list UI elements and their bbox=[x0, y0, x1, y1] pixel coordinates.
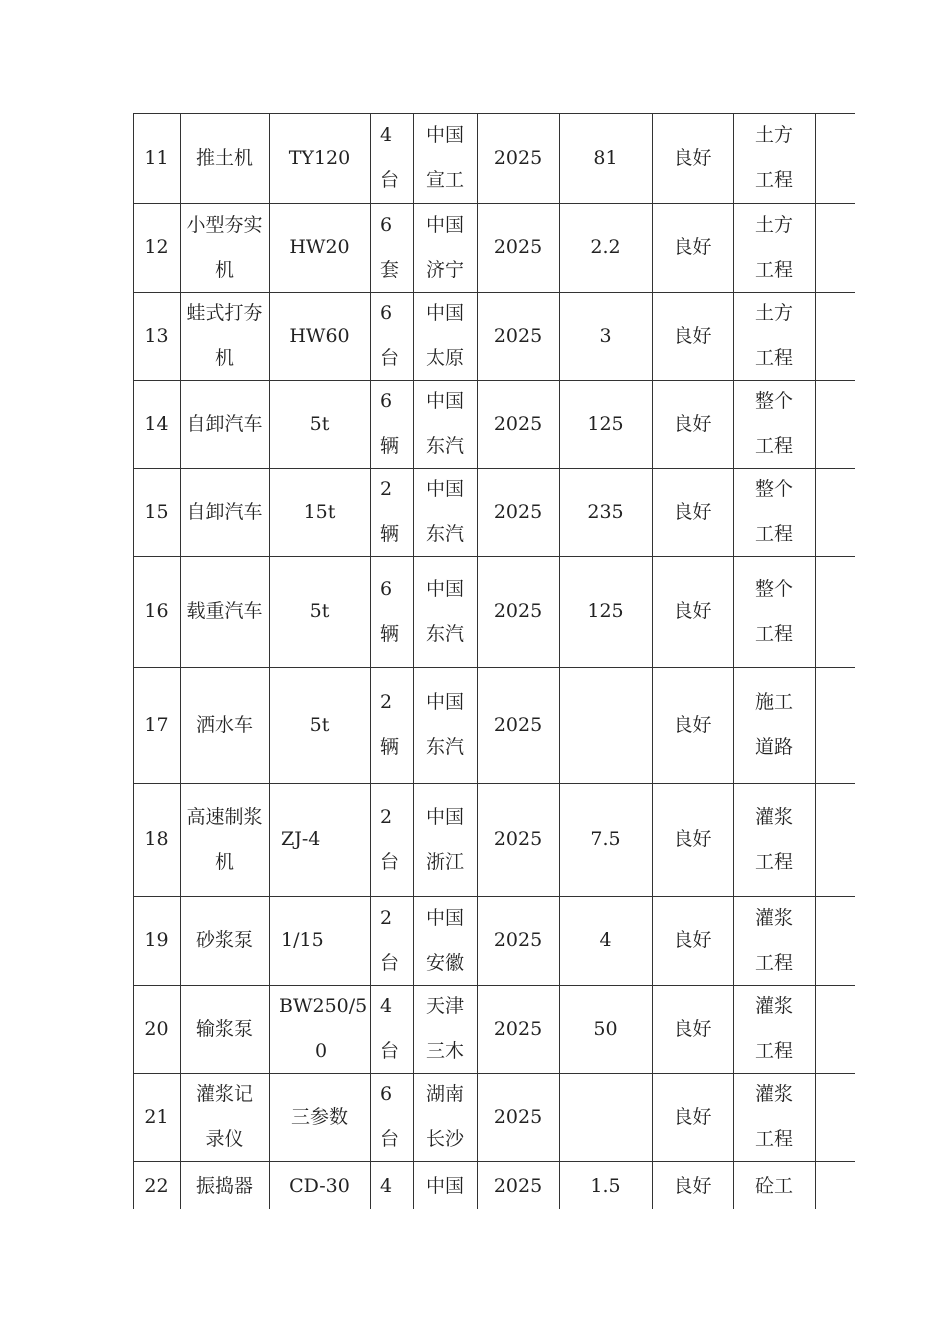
model-cell bbox=[269, 203, 370, 292]
year-cell bbox=[477, 783, 559, 896]
remarks-cell bbox=[815, 783, 855, 896]
quantity-text: 6 bbox=[380, 213, 393, 236]
model-text: 15t bbox=[303, 500, 336, 523]
quantity-cell bbox=[370, 292, 413, 380]
model-cell bbox=[269, 380, 370, 468]
row-number-text: 17 bbox=[144, 713, 169, 736]
row-number-cell bbox=[133, 1161, 180, 1209]
usage-cell bbox=[733, 113, 815, 203]
status-cell bbox=[652, 380, 733, 468]
power-text: 4 bbox=[599, 929, 612, 951]
row-number-text: 19 bbox=[144, 929, 169, 951]
model-cell bbox=[269, 1161, 370, 1209]
year-cell bbox=[477, 556, 559, 667]
power-text: 81 bbox=[593, 146, 618, 169]
origin-cell bbox=[413, 292, 477, 380]
status-cell bbox=[652, 667, 733, 783]
quantity-cell bbox=[370, 896, 413, 985]
year-cell bbox=[477, 113, 559, 203]
year-cell bbox=[477, 292, 559, 380]
quantity-text: 辆 bbox=[380, 523, 400, 545]
quantity-text: 2 bbox=[380, 906, 393, 929]
usage-text: 工程 bbox=[754, 622, 793, 645]
origin-text: 中国 bbox=[425, 691, 464, 713]
origin-text: 东汽 bbox=[425, 523, 464, 545]
model-text: 5t bbox=[309, 412, 330, 435]
usage-text: 工程 bbox=[754, 1128, 793, 1150]
row-number-text: 12 bbox=[144, 236, 169, 258]
equipment-name-cell bbox=[180, 985, 269, 1073]
usage-text: 工程 bbox=[754, 169, 793, 191]
origin-cell bbox=[413, 896, 477, 985]
row-number-text: 11 bbox=[144, 146, 169, 169]
status-text: 良好 bbox=[673, 146, 712, 169]
year-cell bbox=[477, 1073, 559, 1161]
usage-text: 道路 bbox=[754, 736, 793, 758]
row-number-text: 20 bbox=[144, 1017, 169, 1040]
status-text: 良好 bbox=[673, 1017, 712, 1040]
origin-text: 湖南 bbox=[425, 1083, 464, 1105]
status-text: 良好 bbox=[673, 500, 712, 523]
power-cell bbox=[559, 783, 652, 896]
row-number-cell bbox=[133, 896, 180, 985]
equipment-name-text: 机 bbox=[214, 850, 234, 873]
row-number-text: 21 bbox=[144, 1105, 169, 1128]
row-number-cell bbox=[133, 667, 180, 783]
origin-text: 中国 bbox=[425, 1175, 464, 1197]
quantity-text: 2 bbox=[380, 691, 393, 713]
status-text: 良好 bbox=[673, 828, 712, 850]
origin-text: 宣工 bbox=[425, 169, 464, 191]
quantity-text: 台 bbox=[380, 1040, 400, 1062]
usage-cell bbox=[733, 468, 815, 556]
quantity-text: 2 bbox=[380, 478, 393, 500]
quantity-cell bbox=[370, 113, 413, 203]
origin-text: 中国 bbox=[425, 805, 464, 828]
model-cell bbox=[269, 783, 370, 896]
usage-cell bbox=[733, 667, 815, 783]
row-number-cell bbox=[133, 783, 180, 896]
quantity-text: 6 bbox=[380, 390, 393, 412]
year-text: 2025 bbox=[493, 1017, 543, 1040]
equipment-name-cell bbox=[180, 113, 269, 203]
quantity-cell bbox=[370, 783, 413, 896]
origin-text: 中国 bbox=[425, 478, 464, 500]
model-cell bbox=[269, 113, 370, 203]
origin-text: 东汽 bbox=[425, 622, 464, 645]
usage-cell bbox=[733, 1161, 815, 1209]
usage-cell bbox=[733, 1073, 815, 1161]
model-text: 0 bbox=[315, 1040, 328, 1062]
origin-text: 中国 bbox=[425, 577, 464, 600]
quantity-cell bbox=[370, 985, 413, 1073]
equipment-name-text: 机 bbox=[214, 347, 234, 369]
remarks-cell bbox=[815, 380, 855, 468]
quantity-text: 套 bbox=[380, 258, 400, 281]
power-cell bbox=[559, 468, 652, 556]
power-cell bbox=[559, 556, 652, 667]
model-text: ZJ-4 bbox=[281, 828, 321, 850]
power-cell bbox=[559, 1161, 652, 1209]
status-cell bbox=[652, 896, 733, 985]
power-text: 7.5 bbox=[590, 828, 621, 850]
equipment-name-text: 输浆泵 bbox=[195, 1017, 253, 1040]
usage-text: 灌浆 bbox=[754, 906, 793, 929]
origin-text: 济宁 bbox=[425, 258, 464, 281]
power-text: 50 bbox=[593, 1017, 618, 1040]
equipment-name-text: 机 bbox=[214, 258, 234, 281]
model-text: 三参数 bbox=[290, 1105, 348, 1128]
status-text: 良好 bbox=[673, 236, 712, 258]
model-cell bbox=[269, 985, 370, 1073]
year-cell bbox=[477, 896, 559, 985]
remarks-cell bbox=[815, 556, 855, 667]
quantity-text: 4 bbox=[380, 995, 393, 1017]
status-cell bbox=[652, 1161, 733, 1209]
equipment-name-text: 高速制浆 bbox=[186, 805, 263, 828]
usage-text: 工程 bbox=[754, 347, 793, 369]
equipment-table bbox=[133, 113, 855, 1209]
origin-text: 中国 bbox=[425, 906, 464, 929]
origin-cell bbox=[413, 667, 477, 783]
quantity-text: 台 bbox=[380, 1128, 400, 1150]
origin-text: 中国 bbox=[425, 213, 464, 236]
quantity-text: 4 bbox=[380, 124, 393, 146]
remarks-cell bbox=[815, 468, 855, 556]
row-number-text: 15 bbox=[144, 500, 169, 523]
model-cell bbox=[269, 667, 370, 783]
equipment-name-cell bbox=[180, 1161, 269, 1209]
row-number-text: 22 bbox=[144, 1175, 169, 1197]
quantity-cell bbox=[370, 203, 413, 292]
quantity-text: 辆 bbox=[380, 435, 400, 457]
equipment-name-text: 灌浆记 bbox=[195, 1083, 253, 1105]
origin-cell bbox=[413, 985, 477, 1073]
usage-cell bbox=[733, 783, 815, 896]
usage-text: 工程 bbox=[754, 258, 793, 281]
remarks-cell bbox=[815, 203, 855, 292]
status-cell bbox=[652, 556, 733, 667]
status-cell bbox=[652, 985, 733, 1073]
year-text: 2025 bbox=[493, 600, 543, 622]
remarks-cell bbox=[815, 1073, 855, 1161]
quantity-cell bbox=[370, 1161, 413, 1209]
power-cell bbox=[559, 380, 652, 468]
power-cell bbox=[559, 292, 652, 380]
usage-text: 工程 bbox=[754, 951, 793, 974]
quantity-text: 6 bbox=[380, 1083, 393, 1105]
origin-cell bbox=[413, 556, 477, 667]
equipment-name-cell bbox=[180, 380, 269, 468]
status-text: 良好 bbox=[673, 1175, 712, 1197]
status-cell bbox=[652, 1073, 733, 1161]
equipment-name-cell bbox=[180, 1073, 269, 1161]
origin-cell bbox=[413, 1161, 477, 1209]
origin-text: 东汽 bbox=[425, 736, 464, 758]
year-text: 2025 bbox=[493, 146, 543, 169]
usage-cell bbox=[733, 985, 815, 1073]
power-cell bbox=[559, 1073, 652, 1161]
model-cell bbox=[269, 292, 370, 380]
power-text: 3 bbox=[599, 324, 612, 347]
status-text: 良好 bbox=[673, 713, 712, 736]
row-number-cell bbox=[133, 556, 180, 667]
status-cell bbox=[652, 292, 733, 380]
model-cell bbox=[269, 1073, 370, 1161]
origin-text: 东汽 bbox=[425, 435, 464, 457]
model-text: CD-30 bbox=[289, 1175, 350, 1197]
usage-text: 工程 bbox=[754, 850, 793, 873]
quantity-cell bbox=[370, 380, 413, 468]
usage-text: 工程 bbox=[754, 435, 793, 457]
usage-text: 土方 bbox=[754, 213, 793, 236]
usage-text: 整个 bbox=[754, 478, 793, 500]
usage-cell bbox=[733, 380, 815, 468]
origin-text: 中国 bbox=[425, 124, 464, 146]
equipment-name-cell bbox=[180, 292, 269, 380]
model-cell bbox=[269, 896, 370, 985]
equipment-name-text: 自卸汽车 bbox=[186, 412, 263, 435]
row-number-cell bbox=[133, 113, 180, 203]
power-cell bbox=[559, 985, 652, 1073]
year-cell bbox=[477, 667, 559, 783]
equipment-name-cell bbox=[180, 896, 269, 985]
equipment-name-text: 推土机 bbox=[195, 146, 253, 169]
model-text: 1/15 bbox=[281, 929, 324, 951]
remarks-cell bbox=[815, 1161, 855, 1209]
model-text: 5t bbox=[309, 600, 330, 622]
model-cell bbox=[269, 468, 370, 556]
model-text: 5t bbox=[309, 713, 330, 736]
row-number-cell bbox=[133, 1073, 180, 1161]
origin-text: 长沙 bbox=[425, 1128, 464, 1150]
row-number-cell bbox=[133, 985, 180, 1073]
year-text: 2025 bbox=[493, 713, 543, 736]
equipment-name-text: 振捣器 bbox=[195, 1175, 253, 1197]
year-cell bbox=[477, 380, 559, 468]
model-text: HW60 bbox=[289, 324, 350, 347]
quantity-text: 辆 bbox=[380, 736, 400, 758]
equipment-name-cell bbox=[180, 667, 269, 783]
year-text: 2025 bbox=[493, 500, 543, 523]
remarks-cell bbox=[815, 292, 855, 380]
status-text: 良好 bbox=[673, 929, 712, 951]
model-text: BW250/5 bbox=[279, 995, 368, 1017]
origin-text: 浙江 bbox=[425, 850, 464, 873]
status-text: 良好 bbox=[673, 324, 712, 347]
equipment-name-text: 蛙式打夯 bbox=[186, 302, 263, 324]
usage-text: 工程 bbox=[754, 1040, 793, 1062]
quantity-text: 台 bbox=[380, 347, 400, 369]
origin-cell bbox=[413, 380, 477, 468]
power-text: 125 bbox=[587, 600, 624, 622]
model-cell bbox=[269, 556, 370, 667]
year-text: 2025 bbox=[493, 412, 543, 435]
equipment-name-text: 洒水车 bbox=[195, 713, 253, 736]
usage-text: 灌浆 bbox=[754, 995, 793, 1017]
quantity-text: 台 bbox=[380, 951, 400, 974]
origin-text: 天津 bbox=[425, 995, 464, 1017]
row-number-cell bbox=[133, 203, 180, 292]
model-text: TY120 bbox=[288, 146, 351, 169]
status-text: 良好 bbox=[673, 412, 712, 435]
year-text: 2025 bbox=[493, 324, 543, 347]
equipment-name-text: 小型夯实 bbox=[186, 213, 263, 236]
origin-text: 中国 bbox=[425, 390, 464, 412]
power-text: 235 bbox=[587, 500, 624, 523]
year-text: 2025 bbox=[493, 1105, 543, 1128]
usage-text: 砼工 bbox=[754, 1175, 793, 1197]
status-cell bbox=[652, 783, 733, 896]
equipment-name-text: 自卸汽车 bbox=[186, 500, 263, 523]
year-text: 2025 bbox=[493, 236, 543, 258]
year-text: 2025 bbox=[493, 929, 543, 951]
quantity-cell bbox=[370, 667, 413, 783]
usage-cell bbox=[733, 896, 815, 985]
usage-text: 土方 bbox=[754, 302, 793, 324]
status-cell bbox=[652, 203, 733, 292]
origin-text: 太原 bbox=[425, 347, 464, 369]
power-text: 125 bbox=[587, 412, 624, 435]
remarks-cell bbox=[815, 896, 855, 985]
row-number-text: 14 bbox=[144, 412, 169, 435]
quantity-cell bbox=[370, 468, 413, 556]
quantity-cell bbox=[370, 1073, 413, 1161]
row-number-cell bbox=[133, 380, 180, 468]
equipment-name-cell bbox=[180, 556, 269, 667]
origin-cell bbox=[413, 1073, 477, 1161]
year-cell bbox=[477, 985, 559, 1073]
usage-text: 整个 bbox=[754, 390, 793, 412]
equipment-name-cell bbox=[180, 783, 269, 896]
origin-text: 三木 bbox=[425, 1040, 464, 1062]
status-cell bbox=[652, 113, 733, 203]
row-number-cell bbox=[133, 468, 180, 556]
equipment-name-cell bbox=[180, 468, 269, 556]
power-text: 2.2 bbox=[590, 236, 621, 258]
year-cell bbox=[477, 468, 559, 556]
quantity-text: 辆 bbox=[380, 622, 400, 645]
origin-cell bbox=[413, 783, 477, 896]
year-text: 2025 bbox=[493, 1175, 543, 1197]
row-number-text: 13 bbox=[144, 324, 169, 347]
row-number-cell bbox=[133, 292, 180, 380]
remarks-cell bbox=[815, 985, 855, 1073]
remarks-cell bbox=[815, 113, 855, 203]
quantity-text: 4 bbox=[380, 1175, 393, 1197]
power-cell bbox=[559, 113, 652, 203]
status-cell bbox=[652, 468, 733, 556]
model-text: HW20 bbox=[289, 236, 350, 258]
origin-text: 中国 bbox=[425, 302, 464, 324]
equipment-name-cell bbox=[180, 203, 269, 292]
status-text: 良好 bbox=[673, 600, 712, 622]
quantity-text: 6 bbox=[380, 577, 393, 600]
equipment-name-text: 载重汽车 bbox=[186, 600, 263, 622]
quantity-text: 台 bbox=[380, 169, 400, 191]
origin-text: 安徽 bbox=[425, 951, 464, 974]
origin-cell bbox=[413, 468, 477, 556]
power-cell bbox=[559, 203, 652, 292]
usage-text: 施工 bbox=[754, 691, 793, 713]
usage-cell bbox=[733, 203, 815, 292]
quantity-cell bbox=[370, 556, 413, 667]
row-number-text: 18 bbox=[144, 828, 169, 850]
origin-cell bbox=[413, 203, 477, 292]
remarks-cell bbox=[815, 667, 855, 783]
year-text: 2025 bbox=[493, 828, 543, 850]
year-cell bbox=[477, 203, 559, 292]
usage-text: 灌浆 bbox=[754, 805, 793, 828]
row-number-text: 16 bbox=[144, 600, 169, 622]
usage-cell bbox=[733, 556, 815, 667]
usage-text: 工程 bbox=[754, 523, 793, 545]
usage-text: 灌浆 bbox=[754, 1083, 793, 1105]
status-text: 良好 bbox=[673, 1105, 712, 1128]
equipment-name-text: 录仪 bbox=[205, 1128, 244, 1150]
quantity-text: 6 bbox=[380, 302, 393, 324]
usage-text: 整个 bbox=[754, 577, 793, 600]
usage-cell bbox=[733, 292, 815, 380]
origin-cell bbox=[413, 113, 477, 203]
year-cell bbox=[477, 1161, 559, 1209]
power-cell bbox=[559, 896, 652, 985]
quantity-text: 2 bbox=[380, 805, 393, 828]
power-cell bbox=[559, 667, 652, 783]
usage-text: 土方 bbox=[754, 124, 793, 146]
quantity-text: 台 bbox=[380, 850, 400, 873]
power-text: 1.5 bbox=[590, 1175, 621, 1197]
equipment-name-text: 砂浆泵 bbox=[195, 929, 253, 951]
